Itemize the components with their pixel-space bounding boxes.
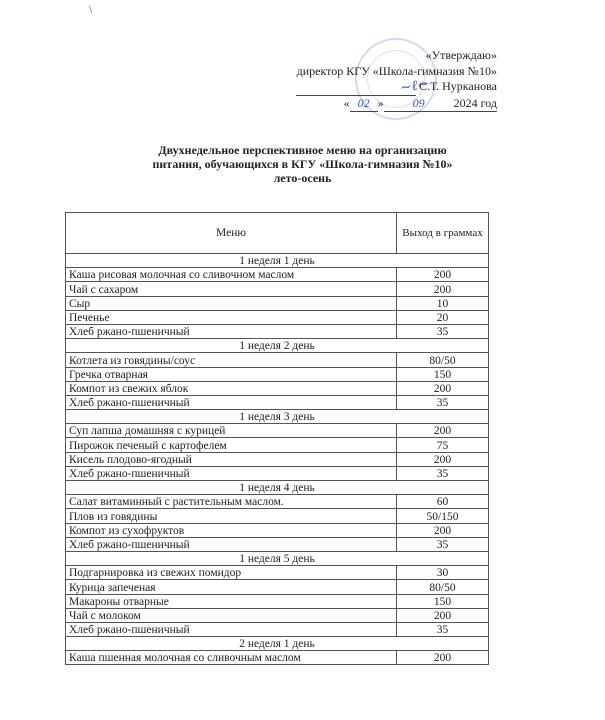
dish-output: 35 xyxy=(397,324,489,338)
dish-name: Хлеб ржано-пшеничный xyxy=(66,395,397,409)
dish-name: Сыр xyxy=(66,296,397,310)
dish-output: 80/50 xyxy=(397,580,489,594)
dish-output: 35 xyxy=(397,466,489,480)
table-row xyxy=(66,608,489,622)
dish-name: Хлеб ржано-пшеничный xyxy=(66,537,397,551)
dish-output: 200 xyxy=(397,651,489,665)
table-row xyxy=(66,594,489,608)
approval-signature-line xyxy=(267,79,497,96)
section-row xyxy=(66,254,489,268)
section-title: 1 неделя 4 день xyxy=(66,481,489,495)
approval-date-year: 2024 год xyxy=(454,96,497,113)
dish-name: Гречка отварная xyxy=(66,367,397,381)
dish-output: 10 xyxy=(397,296,489,310)
header-menu: Меню xyxy=(66,213,397,254)
table-row xyxy=(66,466,489,480)
table-row xyxy=(66,537,489,551)
dish-name: Плов из говядины xyxy=(66,509,397,523)
table-row xyxy=(66,523,489,537)
table-row xyxy=(66,566,489,580)
scan-mark xyxy=(89,5,95,14)
table-row xyxy=(66,381,489,395)
dish-name: Каша пшенная молочная со сливочным маслом xyxy=(66,651,397,665)
table-row xyxy=(66,424,489,438)
section-title: 1 неделя 2 день xyxy=(66,339,489,353)
dish-output: 200 xyxy=(397,523,489,537)
table-row xyxy=(66,495,489,509)
table-row xyxy=(66,324,489,338)
dish-name: Макароны отварные xyxy=(66,594,397,608)
dish-name: Курица запеченая xyxy=(66,580,397,594)
menu-table-body xyxy=(66,254,489,665)
dish-name: Котлета из говядины/соус xyxy=(66,353,397,367)
table-row xyxy=(66,509,489,523)
dish-name: Компот из сухофруктов xyxy=(66,523,397,537)
dish-name: Каша рисовая молочная со сливочном маслом xyxy=(66,268,397,282)
table-row xyxy=(66,452,489,466)
dish-name: Хлеб ржано-пшеничный xyxy=(66,466,397,480)
table-row xyxy=(66,296,489,310)
dish-name: Пирожок печеный с картофелем xyxy=(66,438,397,452)
section-title: 1 неделя 1 день xyxy=(66,254,489,268)
section-title: 1 неделя 5 день xyxy=(66,551,489,565)
section-row xyxy=(66,551,489,565)
dish-output: 80/50 xyxy=(397,353,489,367)
dish-name: Хлеб ржано-пшеничный xyxy=(66,622,397,636)
dish-output: 200 xyxy=(397,381,489,395)
dish-output: 150 xyxy=(397,594,489,608)
section-title: 2 неделя 1 день xyxy=(66,637,489,651)
approval-date-month: 09 xyxy=(384,96,454,113)
table-row xyxy=(66,353,489,367)
menu-table xyxy=(65,212,489,665)
document-title: Двухнедельное перспективное меню на организацию питания, обучающихся в КГУ «Школа-гимназия №10» лето-осень xyxy=(152,143,453,185)
table-row xyxy=(66,580,489,594)
section-row xyxy=(66,637,489,651)
dish-name: Кисель плодово-ягодный xyxy=(66,452,397,466)
dish-output: 20 xyxy=(397,310,489,324)
dish-output: 200 xyxy=(397,268,489,282)
dish-output: 35 xyxy=(397,622,489,636)
approval-date-day: 02 xyxy=(350,96,378,113)
signature-mark: ~ℓ~ xyxy=(398,75,431,97)
table-row xyxy=(66,622,489,636)
dish-name: Компот из свежих яблок xyxy=(66,381,397,395)
dish-name: Печенье xyxy=(66,310,397,324)
dish-name: Чай с сахаром xyxy=(66,282,397,296)
section-title: 1 неделя 3 день xyxy=(66,410,489,424)
dish-output: 200 xyxy=(397,424,489,438)
dish-output: 75 xyxy=(397,438,489,452)
table-row xyxy=(66,282,489,296)
table-row xyxy=(66,367,489,381)
header-output: Выход в граммах xyxy=(397,213,489,254)
dish-name: Салат витаминный с растительным маслом. xyxy=(66,495,397,509)
table-row xyxy=(66,438,489,452)
approval-date: « 02 » 09 2024 год xyxy=(267,96,497,113)
dish-output: 35 xyxy=(397,395,489,409)
table-row xyxy=(66,268,489,282)
section-row xyxy=(66,410,489,424)
dish-output: 150 xyxy=(397,367,489,381)
dish-output: 200 xyxy=(397,608,489,622)
table-row xyxy=(66,310,489,324)
approval-director-name: С.Т. Нурканова xyxy=(418,79,497,93)
dish-output: 60 xyxy=(397,495,489,509)
approval-block xyxy=(267,48,497,112)
dish-output: 35 xyxy=(397,537,489,551)
approval-heading: «Утверждаю» xyxy=(425,48,497,62)
dish-output: 30 xyxy=(397,566,489,580)
dish-output: 50/150 xyxy=(397,509,489,523)
dish-output: 200 xyxy=(397,452,489,466)
approval-position: директор КГУ «Школа-гимназия №10» xyxy=(296,63,497,78)
section-row xyxy=(66,481,489,495)
section-row xyxy=(66,339,489,353)
table-row xyxy=(66,395,489,409)
dish-name: Суп лапша домашняя с курицей xyxy=(66,424,397,438)
dish-output: 200 xyxy=(397,282,489,296)
dish-name: Подгарнировка из свежих помидор xyxy=(66,566,397,580)
table-row xyxy=(66,651,489,665)
dish-name: Чай с молоком xyxy=(66,608,397,622)
table-header-row xyxy=(66,213,489,254)
dish-name: Хлеб ржано-пшеничный xyxy=(66,324,397,338)
